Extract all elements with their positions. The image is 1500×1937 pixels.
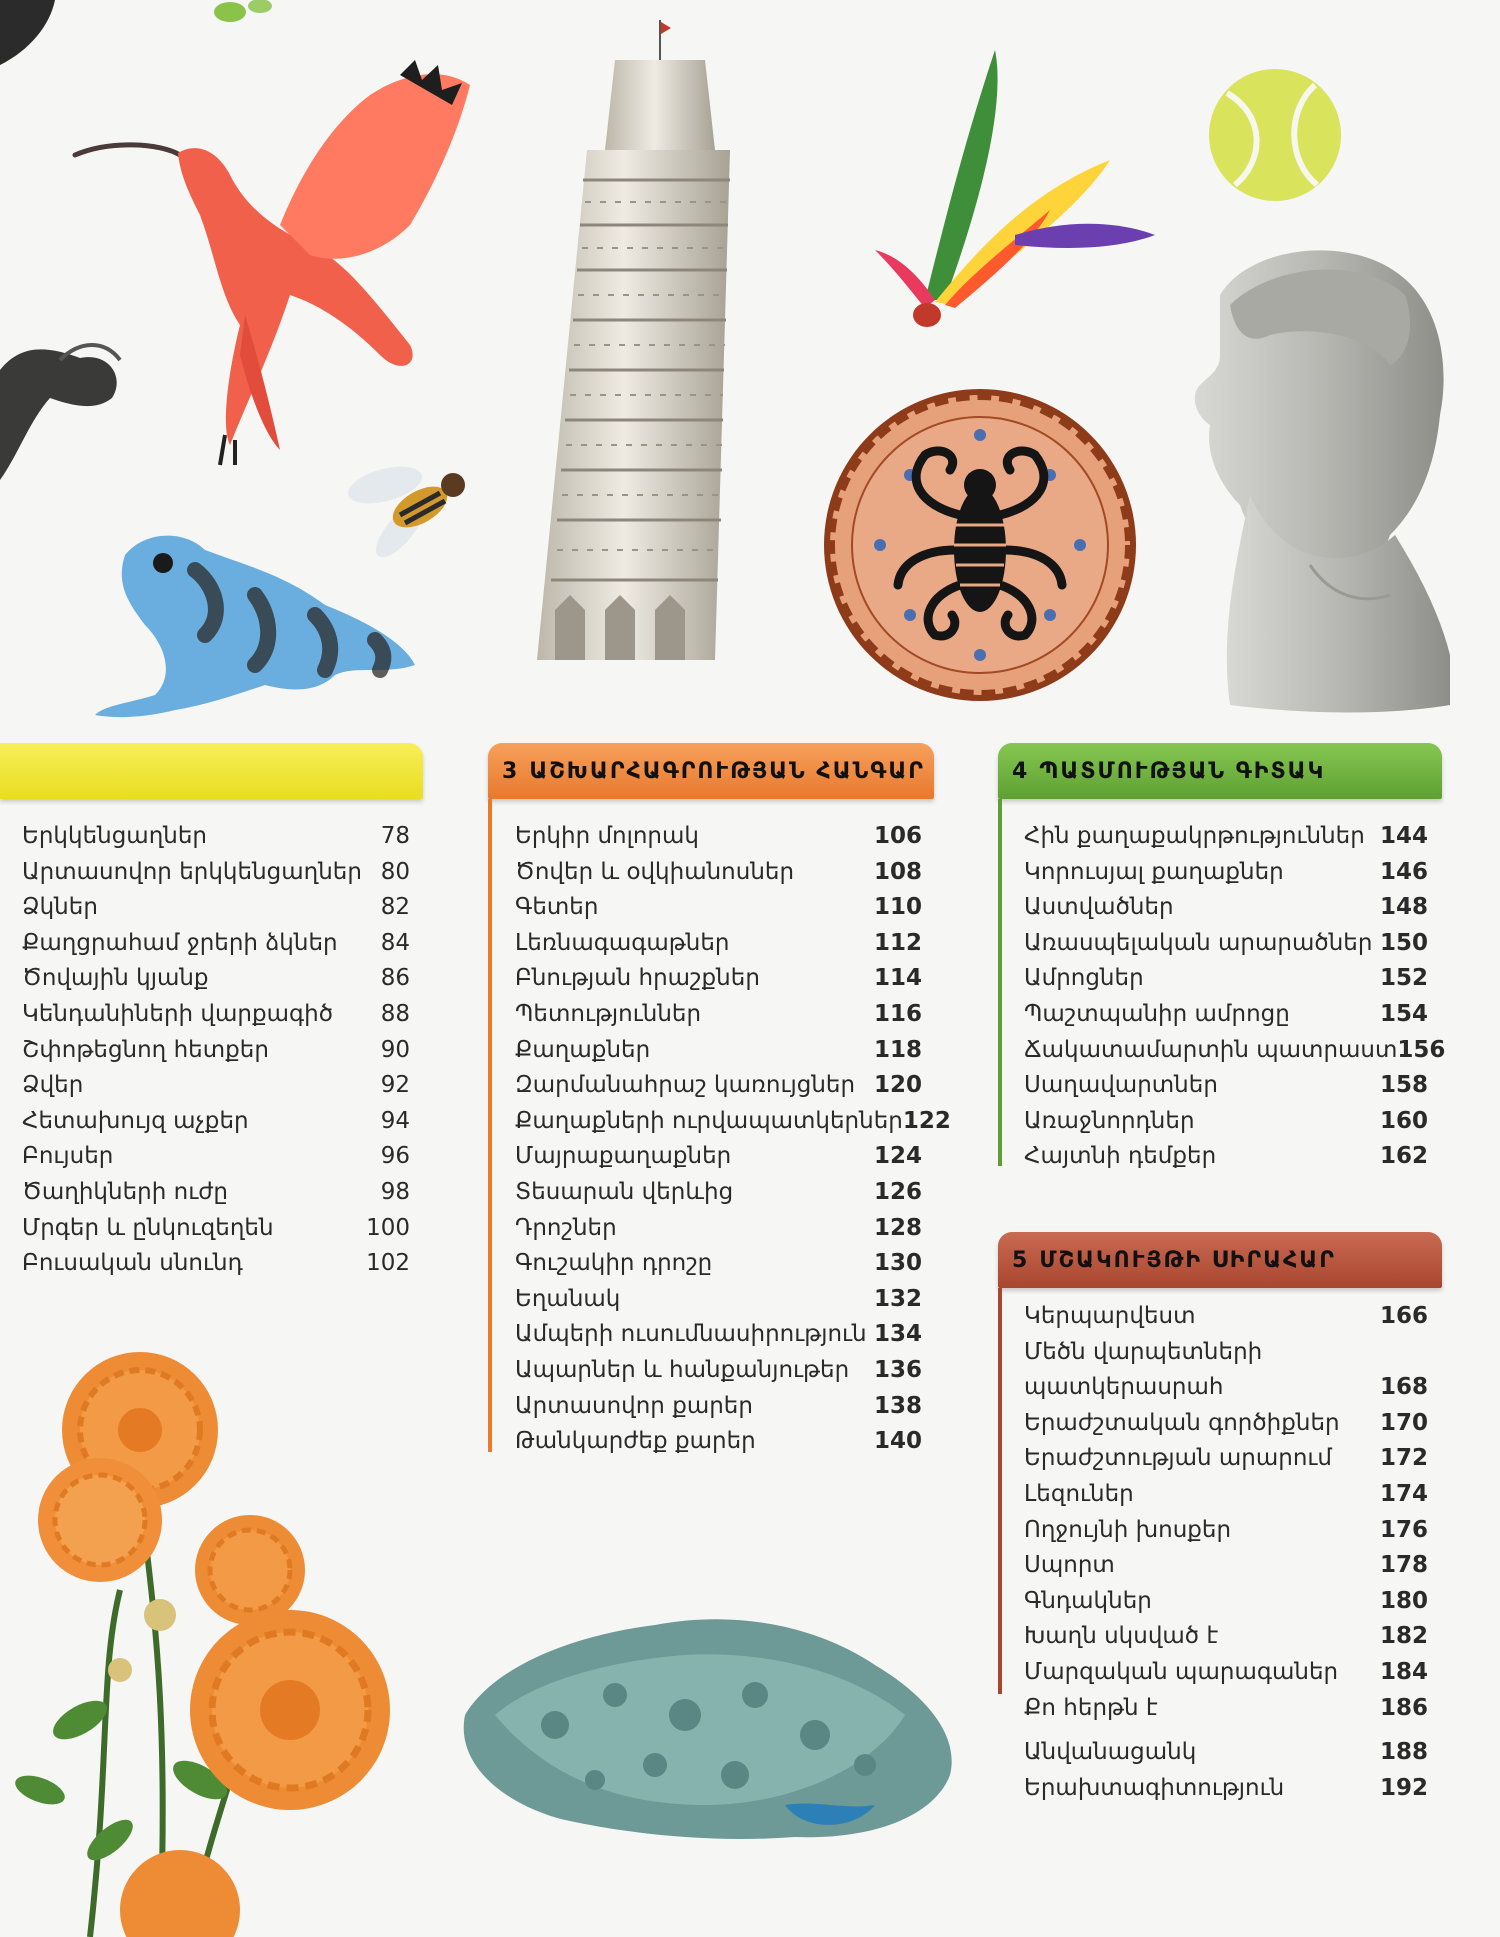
feather-shuttlecock-image (865, 40, 1165, 340)
toc-entry-page: 136 (873, 1356, 922, 1383)
toc-entry-title: Գնդակներ (1024, 1587, 1152, 1614)
toc-entry-page: 102 (366, 1250, 410, 1277)
toc-entry-title: Հին քաղաքակրթություններ (1024, 823, 1365, 849)
toc-entry-title: Քաղցրահամ ջրերի ձկներ (22, 929, 338, 956)
appendix-list (1024, 1739, 1428, 1810)
poison-dart-frog-image (85, 525, 425, 725)
toc-entry[interactable] (22, 930, 410, 966)
section-4-title: ՊԱՏՄՈՒԹՅԱՆ ԳԻՏԱԿ (1039, 758, 1326, 784)
toc-entry[interactable] (1024, 1623, 1428, 1659)
section-2-header (0, 743, 423, 799)
toc-entry-title: Ձվեր (22, 1072, 84, 1099)
toc-entry[interactable] (1024, 1517, 1428, 1553)
toc-entry-page: 100 (366, 1214, 410, 1241)
toc-entry[interactable] (515, 930, 922, 966)
toc-entry-title: Սպորտ (1024, 1552, 1115, 1579)
toc-entry[interactable] (1024, 1001, 1428, 1037)
toc-entry[interactable] (22, 894, 410, 930)
toc-entry-title: Հետախույզ աչքեր (22, 1107, 249, 1134)
toc-entry-title: Ամպերի ուսումնասիրություն (515, 1321, 867, 1348)
toc-entry-title: Զարմանահրաշ կառույցներ (515, 1072, 856, 1099)
toc-entry[interactable] (22, 1001, 410, 1037)
toc-entry-title: պատկերասրահ (1024, 1374, 1224, 1401)
toc-entry[interactable] (515, 1250, 922, 1286)
toc-entry-page: 152 (1379, 965, 1428, 992)
toc-entry[interactable] (1024, 1775, 1428, 1811)
toc-entry-title: Արտասովոր քարեր (515, 1392, 753, 1419)
toc-entry-title: Ծովային կյանք (22, 965, 209, 992)
toc-entry-page: 90 (380, 1036, 410, 1063)
toc-entry-page: 120 (873, 1072, 922, 1099)
toc-entry-title: Առասպելական արարածներ (1024, 929, 1373, 956)
section-4-rule (998, 799, 1002, 1166)
toc-entry-title: Անվանացանկ (1024, 1739, 1197, 1765)
toc-entry-title: Ծովեր և օվկիանոսներ (515, 858, 795, 885)
toc-entry-page: 114 (873, 965, 922, 992)
toc-entry-title: Մեծն վարպետների (1024, 1338, 1263, 1365)
toc-entry-page: 192 (1379, 1774, 1428, 1801)
section-3-header (488, 743, 934, 799)
toc-entry[interactable] (1024, 965, 1428, 1001)
toc-entry[interactable] (22, 1072, 410, 1108)
leaves-top-image (80, 0, 280, 40)
toc-entry-title: Երաժշտության արարում (1024, 1445, 1333, 1472)
toc-entry-page: 168 (1379, 1374, 1428, 1401)
toc-entry-title: Բույսեր (22, 1143, 114, 1170)
toc-entry-title: Ճակատամարտին պատրաստ (1024, 1036, 1398, 1063)
greek-shield-image (820, 385, 1140, 705)
toc-entry-page: 132 (873, 1285, 922, 1312)
toc-entry-page: 154 (1379, 1000, 1428, 1027)
toc-entry-page: 150 (1379, 929, 1428, 956)
toc-entry-title: Ապարներ և հանքանյութեր (515, 1356, 850, 1383)
marble-bust-image (1190, 235, 1480, 735)
toc-entry-page: 140 (873, 1428, 922, 1455)
section-5-list (1024, 1303, 1428, 1730)
toc-entry-page: 138 (873, 1392, 922, 1419)
toc-entry-title: Պետություններ (515, 1000, 702, 1027)
section-5-title: ՄՇԱԿՈՒՅԹԻ ՍԻՐԱՀԱՐ (1039, 1247, 1336, 1273)
toc-entry[interactable] (515, 1428, 922, 1464)
toc-entry[interactable] (1024, 1410, 1428, 1446)
toc-entry-title: Հայտնի դեմքեր (1024, 1143, 1217, 1170)
toc-entry[interactable] (515, 965, 922, 1001)
toc-entry[interactable] (515, 894, 922, 930)
leaning-tower-of-pisa-image (525, 20, 775, 740)
toc-entry-page: 118 (873, 1036, 922, 1063)
toc-entry-page: 84 (380, 929, 410, 956)
toc-entry-title: Սաղավարտներ (1024, 1072, 1218, 1099)
toc-entry-title: Երկկենցաղներ (22, 823, 208, 849)
toc-entry-page: 176 (1379, 1516, 1428, 1543)
toc-entry-page: 170 (1379, 1409, 1428, 1436)
toc-entry-page: 156 (1397, 1036, 1446, 1063)
toc-entry[interactable] (515, 1286, 922, 1322)
toc-entry-title: Լեռնագագաթներ (515, 929, 730, 956)
toc-entry-title: Ողջույնի խոսքեր (1024, 1516, 1232, 1543)
toc-entry-page: 96 (380, 1143, 410, 1170)
toc-entry[interactable] (1024, 1303, 1428, 1339)
toc-entry[interactable] (22, 1108, 410, 1144)
toc-entry[interactable] (515, 1037, 922, 1073)
toc-entry-page: 106 (873, 823, 922, 849)
toc-entry-title: Արտասովոր երկկենցաղներ (22, 858, 362, 885)
toc-entry[interactable] (515, 1001, 922, 1037)
toc-entry[interactable] (515, 1215, 922, 1251)
scarlet-ibis-image (70, 55, 510, 475)
toc-entry[interactable] (1024, 1143, 1428, 1179)
toc-entry[interactable] (22, 1037, 410, 1073)
toc-entry-page: 92 (380, 1072, 410, 1099)
section-3-title: ԱՇԽԱՐՀԱԳՐՈՒԹՅԱՆ ՀԱՆԳԱՐ (529, 758, 925, 784)
toc-entry-title: Երկիր մոլորակ (515, 823, 699, 849)
toc-entry[interactable] (22, 1250, 410, 1286)
toc-entry-title: Գետեր (515, 894, 599, 921)
section-2-list (22, 823, 410, 1286)
toc-entry-page: 110 (873, 894, 922, 921)
toc-entry[interactable] (1024, 1374, 1428, 1410)
toc-entry[interactable] (515, 1321, 922, 1357)
toc-entry-title: Կենդանիների վարքագիծ (22, 1000, 334, 1027)
toc-entry-title: Ձկներ (22, 894, 98, 921)
toc-entry-title: Քաղաքներ (515, 1036, 651, 1063)
toc-entry-page: 98 (380, 1178, 410, 1205)
toc-entry-title: Երախտագիտություն (1024, 1774, 1285, 1801)
toc-entry-title: Մարզական պարագաներ (1024, 1658, 1339, 1685)
toc-entry-title: Բուսական սնունդ (22, 1250, 243, 1277)
toc-entry[interactable] (1024, 1072, 1428, 1108)
toc-entry-title: Բնության հրաշքներ (515, 965, 760, 992)
toc-entry-page: 126 (873, 1178, 922, 1205)
toc-entry-page: 122 (902, 1107, 951, 1134)
toc-entry[interactable] (515, 1072, 922, 1108)
toc-entry-page: 186 (1379, 1694, 1428, 1721)
tennis-ball-image (1205, 65, 1345, 205)
toc-entry-page: 112 (873, 929, 922, 956)
toc-entry-page: 130 (873, 1250, 922, 1277)
toc-entry[interactable] (515, 1143, 922, 1179)
toc-entry-page: 116 (873, 1000, 922, 1027)
section-5-header (998, 1232, 1442, 1288)
toc-entry-title: Դրոշներ (515, 1214, 617, 1241)
toc-entry-page: 86 (380, 965, 410, 992)
section-3-list (515, 823, 951, 1464)
section-5-rule (998, 1288, 1002, 1694)
toc-entry-title: Լեզուներ (1024, 1480, 1134, 1507)
section-3-rule (488, 799, 492, 1452)
toc-entry[interactable] (22, 1143, 410, 1179)
toc-entry-title: Երաժշտական գործիքներ (1024, 1409, 1340, 1436)
toc-entry-page: 174 (1379, 1480, 1428, 1507)
toc-entry-page: 80 (380, 858, 410, 885)
toc-entry-page: 148 (1379, 894, 1428, 921)
toc-entry-title: Գուշակիր դրոշը (515, 1250, 713, 1277)
toc-entry-page: 182 (1379, 1623, 1428, 1650)
toc-entry-page: 146 (1379, 858, 1428, 885)
toc-entry[interactable] (1024, 1739, 1428, 1775)
toc-entry[interactable] (1024, 1445, 1428, 1481)
section-5-number: 5 (1012, 1247, 1030, 1273)
toc-entry[interactable] (515, 1179, 922, 1215)
toc-entry[interactable] (22, 859, 410, 895)
section-3-number: 3 (502, 758, 520, 784)
toc-entry[interactable] (1024, 823, 1428, 859)
toc-entry-page: 88 (380, 1000, 410, 1027)
toc-entry-title: Մայրաքաղաքներ (515, 1143, 732, 1170)
toc-entry-title: Խաղն սկսված է (1024, 1623, 1219, 1650)
toc-entry-title: Մրգեր և ընկուզեղեն (22, 1214, 274, 1241)
toc-entry-page: 144 (1379, 823, 1428, 849)
toc-entry-page: 82 (380, 894, 410, 921)
section-4-number: 4 (1012, 758, 1030, 784)
toc-entry-page: 180 (1379, 1587, 1428, 1614)
toc-entry[interactable] (1024, 859, 1428, 895)
toc-entry-page: 94 (380, 1107, 410, 1134)
toc-entry[interactable] (1024, 894, 1428, 930)
toc-entry[interactable] (1024, 1108, 1428, 1144)
toc-entry[interactable] (515, 859, 922, 895)
toc-entry[interactable] (22, 965, 410, 1001)
toc-entry-page: 134 (873, 1321, 922, 1348)
toc-entry-page: 188 (1379, 1739, 1428, 1765)
toc-entry-page: 166 (1379, 1303, 1428, 1329)
toc-entry[interactable] (22, 1215, 410, 1251)
toc-entry[interactable] (1024, 1695, 1428, 1731)
toc-entry[interactable] (515, 1107, 951, 1144)
toc-entry-title: Քո հերթն է (1024, 1694, 1158, 1721)
toc-entry[interactable] (1024, 1036, 1446, 1073)
toc-entry-title: Կորուսյալ քաղաքներ (1024, 858, 1284, 885)
toc-entry-page: 172 (1379, 1445, 1428, 1472)
toc-entry-page: 184 (1379, 1658, 1428, 1685)
toc-entry[interactable] (1024, 1588, 1428, 1624)
toc-entry-title: Կերպարվեստ (1024, 1303, 1196, 1329)
toc-entry-title: Թանկարժեք քարեր (515, 1428, 756, 1455)
toc-entry-page: 78 (380, 823, 410, 849)
section-4-header (998, 743, 1442, 799)
toc-entry-title: Պաշտպանիր ամրոցը (1024, 1000, 1290, 1027)
toc-entry-title: Ամրոցներ (1024, 965, 1144, 992)
toc-entry-page: 108 (873, 858, 922, 885)
toc-entry[interactable] (1024, 930, 1428, 966)
toc-entry[interactable] (1024, 1481, 1428, 1517)
toc-entry[interactable] (1024, 1339, 1428, 1375)
toc-entry-title: Տեսարան վերևից (515, 1178, 734, 1205)
section-4-list (1024, 823, 1446, 1179)
toc-entry[interactable] (515, 1393, 922, 1429)
toc-entry[interactable] (1024, 1552, 1428, 1588)
toc-entry-title: Աստվածներ (1024, 894, 1174, 921)
toc-entry-title: Եղանակ (515, 1285, 621, 1312)
toc-entry[interactable] (515, 1357, 922, 1393)
toc-entry[interactable] (22, 1179, 410, 1215)
toc-entry-page: 162 (1379, 1143, 1428, 1170)
orange-chrysanthemums-image (0, 1340, 440, 1937)
green-mineral-rock-image (455, 1605, 965, 1845)
toc-entry-page: 128 (873, 1214, 922, 1241)
toc-entry[interactable] (22, 823, 410, 859)
toc-entry-title: Շփոթեցնող հետքեր (22, 1036, 269, 1063)
toc-entry[interactable] (1024, 1659, 1428, 1695)
toc-entry-page: 160 (1379, 1107, 1428, 1134)
toc-entry-title: Քաղաքների ուրվապատկերներ (515, 1107, 903, 1134)
toc-entry-title: Ծաղիկների ուժը (22, 1178, 228, 1205)
toc-entry-page: 158 (1379, 1072, 1428, 1099)
toc-entry-page: 124 (873, 1143, 922, 1170)
toc-entry[interactable] (515, 823, 922, 859)
toc-entry-title: Առաջնորդներ (1024, 1107, 1195, 1134)
toc-entry-page: 178 (1379, 1552, 1428, 1579)
